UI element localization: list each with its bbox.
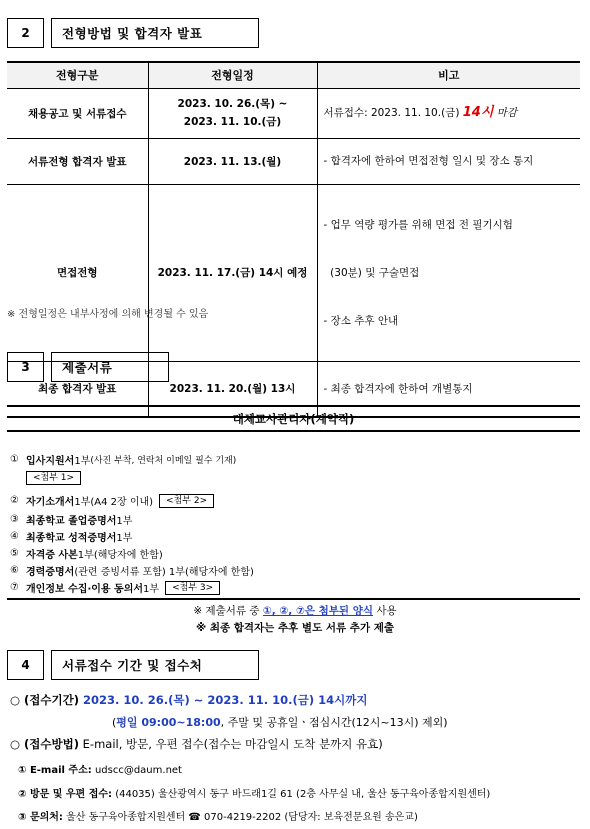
visit-value: (44035) 울산광역시 동구 바드래1길 61 (2층 사무실 내, 울산 동구육아종합지원센터) (112, 789, 491, 800)
note-cell (317, 88, 580, 138)
divider (7, 598, 580, 600)
note-text: ※ 제출서류 중 (193, 605, 263, 617)
list-item (10, 580, 220, 595)
stage-cell: 최종 합격자 발표 (7, 361, 148, 417)
item-number: ② (10, 495, 19, 506)
header-note: 비고 (317, 62, 580, 88)
weekday-hours: 평일 09:00~18:00 (116, 716, 221, 729)
date-line: 2023. 11. 10.(금) (183, 116, 282, 128)
note-text: 사용 (373, 605, 397, 617)
attachment-tag: <첨부 3> (165, 581, 220, 595)
reception-email (18, 761, 182, 776)
section-title: 제출서류 (51, 352, 169, 382)
section-title: 서류접수 기간 및 접수처 (51, 650, 259, 680)
item-number: ① (10, 454, 19, 465)
note-text: 서류접수: 2023. 11. 10.(금) (323, 107, 463, 119)
section-number: 2 (7, 18, 44, 48)
document-detail: 1부 (116, 533, 133, 544)
reception-contact (18, 808, 418, 823)
item-number: ⑥ (10, 565, 19, 576)
table-row (7, 88, 580, 138)
period-value: 2023. 10. 26.(목) ~ 2023. 11. 10.(금) 14시까지 (83, 693, 368, 707)
document-detail: 1부 (143, 584, 160, 595)
document-name: 경력증명서 (26, 567, 75, 578)
schedule-footnote: ※ 전형일정은 내부사정에 의해 변경될 수 있음 (7, 309, 209, 320)
contact-value: 울산 동구육아종합지원센터 ☎ 070-4219-2202 (담당자: 보육전문요원 송은교) (62, 812, 418, 823)
section-title: 전형방법 및 합격자 발표 (51, 18, 259, 48)
date-cell: 2023. 11. 17.(금) 14시 예정 (148, 184, 317, 361)
reception-visit (18, 785, 490, 800)
date-line: 2023. 10. 26.(목) ~ (177, 98, 288, 110)
method-value: E-mail, 방문, 우편 접수(접수는 마감일시 도착 분까지 유효) (79, 737, 383, 751)
stage-cell: 면접전형 (7, 184, 148, 361)
deadline-highlight: 14시 (462, 105, 494, 120)
date-cell: 2023. 11. 13.(월) (148, 138, 317, 184)
section-number: 4 (7, 650, 44, 680)
document-note: (사진 부착, 연락처 이메일 필수 기재) (90, 456, 237, 466)
sub-text: ( (112, 716, 117, 729)
list-item (10, 529, 132, 544)
item-number: ④ (10, 531, 19, 542)
list-item (10, 493, 214, 508)
contact-label: ③ 문의처: (18, 812, 63, 823)
document-detail: 1부(해당자에 한함) (77, 550, 163, 561)
header-stage: 전형구분 (7, 62, 148, 88)
item-number: ③ (10, 514, 19, 525)
email-label: ① E-mail 주소: (18, 765, 92, 776)
document-detail: 1부(A4 2장 이내) (74, 497, 154, 508)
document-detail: (관련 증빙서류 포함) 1부(해당자에 한함) (74, 567, 254, 578)
reception-period-sub (112, 714, 448, 730)
note-cell (317, 184, 580, 361)
note-highlight: ①, ②, ⑦은 첨부된 양식 (262, 605, 374, 617)
list-item (10, 452, 236, 467)
section-3-header (7, 352, 169, 382)
document-name: 자기소개서 (26, 497, 75, 508)
note-text: 마감 (493, 107, 518, 119)
stage-cell: 서류전형 합격자 발표 (7, 138, 148, 184)
section-2-header (7, 18, 259, 48)
document-detail: 1부 (74, 456, 91, 467)
document-name: 최종학교 졸업증명서 (26, 516, 117, 527)
document-name: 자격증 사본 (26, 550, 78, 561)
attachment-tag: <첨부 2> (159, 494, 214, 508)
note-line: - 업무 역량 평가를 위해 면접 전 필기시험 (323, 218, 513, 231)
reception-method (10, 736, 383, 752)
note-line: (30분) 및 구술면접 (323, 266, 420, 279)
method-label: ○ (접수방법) (10, 737, 79, 751)
list-item-tag (26, 471, 81, 485)
note-cell: - 최종 합격자에 한하여 개별통지 (317, 361, 580, 417)
document-name: 입사지원서 (26, 456, 75, 467)
list-item (10, 563, 254, 578)
date-cell: 2023. 11. 20.(월) 13시 (148, 361, 317, 417)
stage-cell: 채용공고 및 서류접수 (7, 88, 148, 138)
table-header-row (7, 62, 580, 88)
sub-text: , 주말 및 공휴일ㆍ점심시간(12시~13시) 제외) (220, 716, 448, 729)
list-item (10, 546, 163, 561)
email-value: udscc@daum.net (91, 765, 182, 776)
note-line: - 장소 추후 안내 (323, 314, 399, 327)
document-name: 개인정보 수집·이용 동의서 (26, 584, 144, 595)
table-row (7, 184, 580, 361)
section-number: 3 (7, 352, 44, 382)
document-detail: 1부 (116, 516, 133, 527)
header-date: 전형일정 (148, 62, 317, 88)
visit-label: ② 방문 및 우편 접수: (18, 789, 113, 800)
table-row (7, 138, 580, 184)
item-number: ⑤ (10, 548, 19, 559)
period-label: ○ (접수기간) (10, 693, 83, 707)
list-item (10, 512, 132, 527)
document-name: 최종학교 성적증명서 (26, 533, 117, 544)
attachment-tag: <첨부 1> (26, 471, 81, 485)
position-title-bar: 대체교사관리자(계약직) (7, 405, 580, 432)
submit-note-2: ※ 최종 합격자는 추후 별도 서류 추가 제출 (195, 622, 395, 634)
note-cell: - 합격자에 한하여 면접전형 일시 및 장소 통지 (317, 138, 580, 184)
submit-note-1 (0, 603, 590, 618)
item-number: ⑦ (10, 582, 19, 593)
date-cell (148, 88, 317, 138)
reception-period (10, 692, 367, 708)
section-4-header (7, 650, 259, 680)
